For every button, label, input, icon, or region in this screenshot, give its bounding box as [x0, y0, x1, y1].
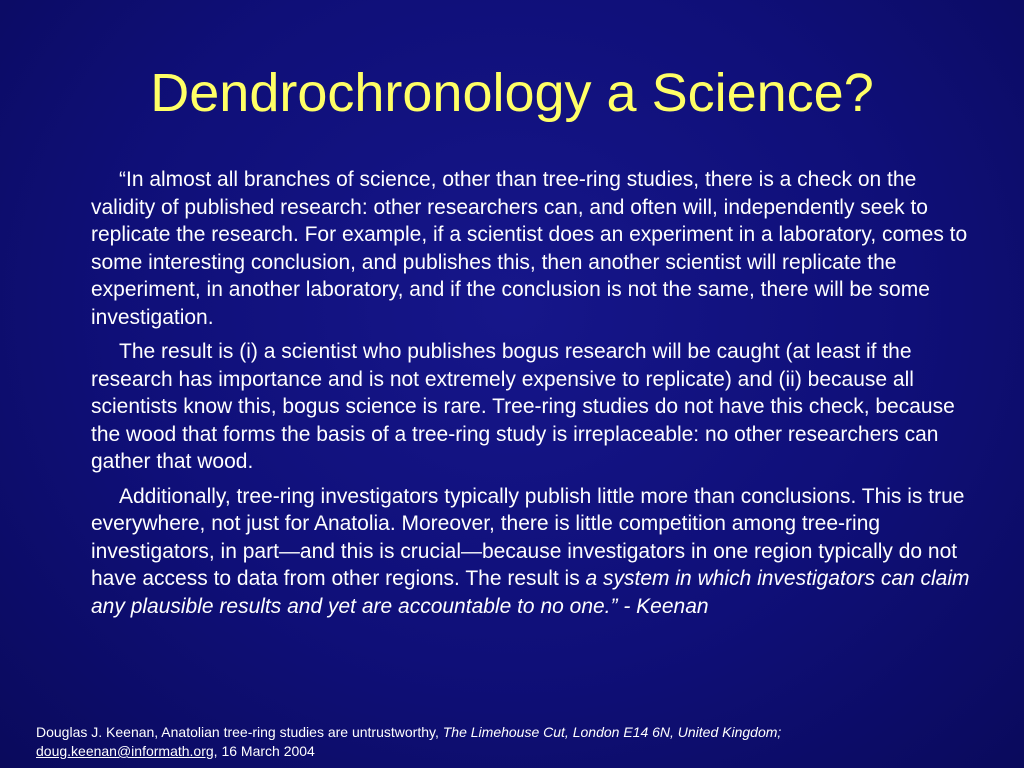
slide-title: Dendrochronology a Science? — [150, 63, 874, 123]
citation-address: The Limehouse Cut, London E14 6N, United Kingdom; — [442, 724, 782, 740]
author-email-link[interactable]: doug.keenan@informath.org — [36, 743, 214, 759]
quote-paragraph-3 — [91, 483, 981, 621]
quote-paragraph-3-text: Additionally, tree-ring investigators typically publish little more than conclusions. This is true everywhere, not just for Anatolia. Moreover, there is little competition among tree-ring investigators, in part—and this is crucial—because investigators in one region typically do not have access to data from other regions. The result is — [91, 484, 965, 590]
citation-text: Douglas J. Keenan, Anatolian tree-ring studies are untrustworthy, — [36, 724, 443, 740]
quote-paragraph-2: The result is (i) a scientist who publishes bogus research will be caught (at least if the research has importance and is not extremely expensive to replicate) and (ii) because all scientists know this, bogus science is rare. Tree-ring studies do not have this check, because the wood that forms the basis of a tree-ring study is irreplaceable: no other researchers can gather that wood. — [91, 340, 955, 473]
citation-date: , 16 March 2004 — [213, 743, 315, 759]
quote-body — [91, 166, 981, 627]
citation-footer — [36, 723, 996, 761]
quote-paragraph-1: “In almost all branches of science, other than tree-ring studies, there is a check on the validity of published research: other researchers can, and often will, independently seek to replicate the research. For example, if a scientist does an experiment in a laboratory, comes to some interesting conclusion, and publishes this, then another scientist will replicate the experiment, in another laboratory, and if the conclusion is not the same, there will be some investigation. — [91, 168, 968, 329]
quote-paragraph-3-italic: a system in which investigators can claim any plausible results and yet are accountable to no one.” - Keenan — [91, 567, 970, 618]
